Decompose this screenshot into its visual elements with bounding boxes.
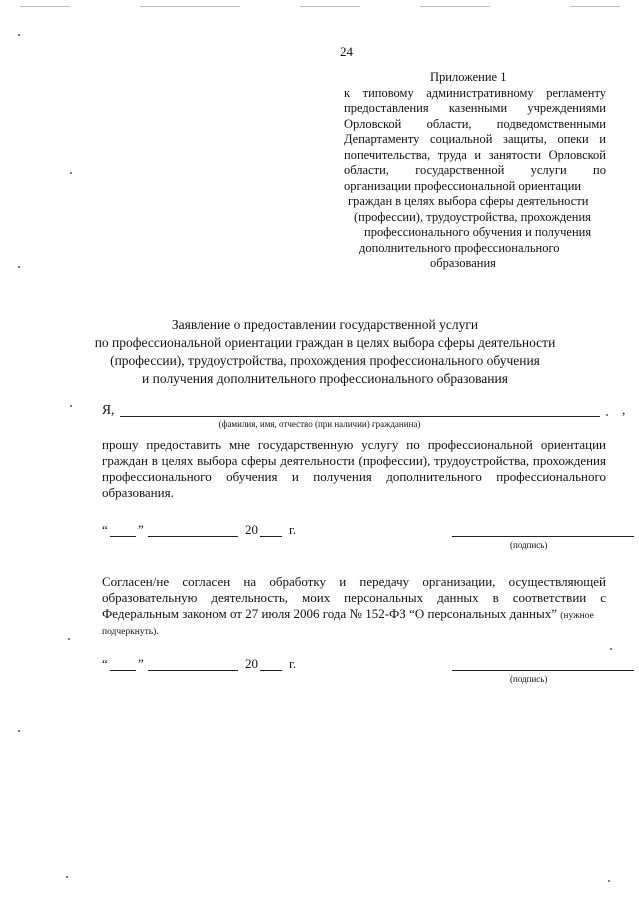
signature-caption: (подпись) (510, 540, 548, 550)
year-prefix: 20 (245, 522, 258, 537)
signature-field[interactable] (452, 670, 634, 671)
scan-artifact-dot (70, 172, 72, 174)
appendix-line: дополнительного профессионального (359, 240, 560, 255)
appendix-line: к типовому административному регламенту (344, 85, 606, 100)
consent-paragraph (102, 574, 606, 640)
year-prefix: 20 (245, 656, 258, 671)
applicant-name-field[interactable] (120, 416, 600, 417)
consent-line: образовательную деятельность, моих персональных данных в соответствии с (102, 590, 606, 605)
applicant-caption: (фамилия, имя, отчество (при наличии) гражданина) (218, 419, 421, 429)
scan-artifact-line (300, 6, 360, 7)
appendix-line: области, государственной услуги по (344, 163, 606, 177)
appendix-line: организации профессиональной ориентации (344, 178, 582, 193)
scan-artifact-dot (606, 414, 608, 416)
request-line: граждан в целях выбора сферы деятельности (профессии), трудоустройства, прохождения (102, 453, 606, 468)
applicant-prefix: Я, (102, 402, 115, 417)
appendix-line: предоставления казенными учреждениями (344, 101, 606, 115)
consent-note: (нужное (560, 611, 594, 621)
appendix-line: Департаменту социальной защиты, опеки и (344, 132, 606, 146)
month-field[interactable] (148, 670, 238, 671)
scan-artifact-dot (610, 648, 612, 650)
consent-note: подчеркнуть). (102, 627, 159, 637)
request-line: образования. (102, 485, 174, 500)
scan-artifact-line (420, 6, 490, 7)
date-close-quote: ” (138, 522, 144, 537)
title-line: Заявление о предоставлении государственной услуги (171, 317, 479, 332)
title-line: (профессии), трудоустройства, прохождения профессионального обучения (110, 353, 540, 368)
scan-artifact-dot (608, 880, 610, 882)
request-line: прошу предоставить мне государственную услугу по профессиональной ориентации (102, 437, 606, 452)
appendix-line: Приложение 1 (430, 70, 507, 84)
year-suffix: г. (289, 656, 297, 671)
page-number: 24 (340, 44, 353, 59)
request-line: профессионального обучения и получения дополнительного профессионального (102, 469, 606, 484)
appendix-block (344, 70, 606, 272)
month-field[interactable] (148, 536, 238, 537)
date-open-quote: “ (102, 522, 108, 537)
title-line: по профессиональной ориентации граждан в целях выбора сферы деятельности (94, 335, 556, 350)
request-paragraph (102, 437, 606, 501)
appendix-line: (профессии), трудоустройства, прохождения (354, 209, 591, 224)
appendix-line: образования (430, 256, 496, 270)
scan-artifact-dot (18, 34, 20, 36)
appendix-line: профессионального обучения и получения (364, 225, 592, 239)
consent-line: Согласен/не согласен на обработку и передачу организации, осуществляющей (102, 574, 606, 589)
date-open-quote: “ (102, 656, 108, 671)
scan-artifact-dot (68, 638, 70, 640)
scan-artifact-line (20, 6, 70, 7)
scan-artifact-line (570, 6, 620, 7)
document-title (90, 316, 560, 388)
appendix-line: граждан в целях выбора сферы деятельности (348, 194, 589, 208)
consent-line: Федеральным законом от 27 июля 2006 года № 152-ФЗ “О персональных данных” (102, 606, 557, 621)
year-field[interactable] (260, 536, 282, 537)
day-field[interactable] (110, 670, 136, 671)
day-field[interactable] (110, 536, 136, 537)
scan-artifact-dot (70, 405, 72, 407)
title-line: и получения дополнительного профессионального образования (142, 371, 508, 386)
signature-caption: (подпись) (510, 674, 548, 684)
signature-field[interactable] (452, 536, 634, 537)
consent-line-wrapper (102, 606, 606, 624)
scan-artifact-dot (66, 876, 68, 878)
scan-artifact-dot (18, 730, 20, 732)
applicant-comma: , (622, 402, 626, 417)
appendix-line: Орловской области, подведомственными (344, 116, 606, 131)
appendix-line: попечительства, труда и занятости Орловской (344, 147, 606, 162)
year-field[interactable] (260, 670, 282, 671)
date-close-quote: ” (138, 656, 144, 671)
scan-artifact-line (140, 6, 240, 7)
year-suffix: г. (289, 522, 297, 537)
scan-artifact-dot (18, 266, 20, 268)
